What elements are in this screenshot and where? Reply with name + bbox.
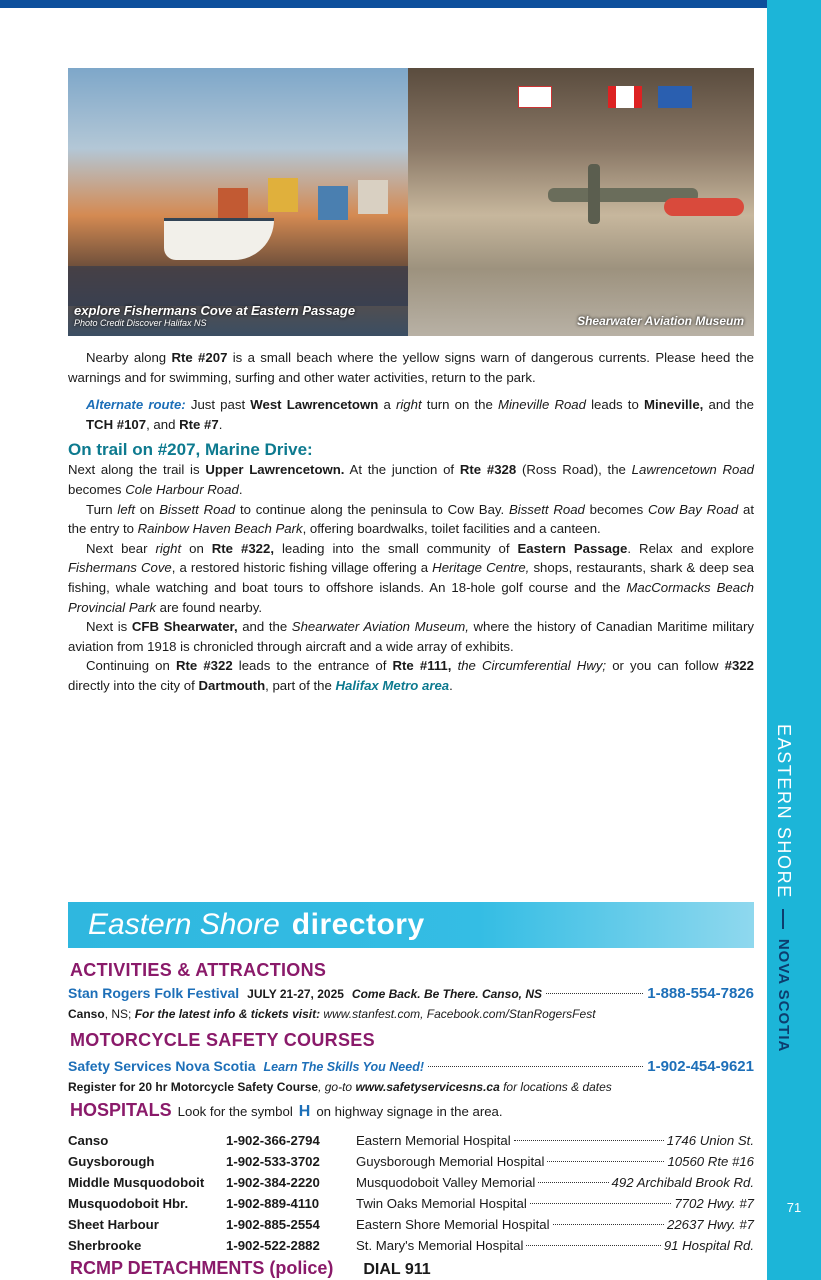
plane-shape	[588, 164, 600, 224]
sidebar-title	[773, 724, 794, 1052]
hospital-name: Eastern Memorial Hospital	[356, 1133, 511, 1148]
hospital-town: Guysborough	[68, 1154, 155, 1169]
hospital-town: Canso	[68, 1133, 109, 1148]
article-body	[68, 348, 754, 696]
hospital-address: 22637 Hwy. #7	[667, 1217, 754, 1232]
hospitals-note-a: Look for the symbol	[177, 1104, 293, 1119]
page-number-box	[767, 1180, 821, 1234]
paragraph: Turn left on Bissett Road to continue along the peninsula to Cow Bay. Bissett Road becomes Cow Bay Road at the entry to Rainbow Haven Beach Park, offering boardwalks, toilet facilities and a canteen.	[68, 501, 754, 537]
hospitals-header	[70, 1100, 503, 1121]
banner-bold-text: directory	[291, 908, 425, 941]
rcmp-section	[70, 1258, 431, 1279]
hospitals-heading: HOSPITALS	[70, 1100, 172, 1120]
table-row	[68, 1151, 754, 1172]
stanfest-links[interactable]: www.stanfest.com, Facebook.com/StanRogersFest	[320, 1007, 596, 1021]
hospital-phone[interactable]: 1-902-522-2882	[226, 1238, 320, 1253]
leader-dots	[428, 1066, 643, 1067]
leader-dots	[546, 993, 643, 994]
paragraph: Continuing on Rte #322 leads to the entrance of Rte #111, the Circumferential Hwy; or you can follow #322 directly into the city of Dartmouth, part of the Halifax Metro area.	[68, 658, 754, 693]
listing-phone[interactable]: 1-888-554-7826	[647, 985, 754, 1002]
house-shape	[318, 186, 348, 220]
listing-stan-rogers	[68, 984, 754, 1003]
hospital-town: Sherbrooke	[68, 1238, 142, 1253]
house-shape	[218, 188, 248, 222]
table-row	[68, 1235, 754, 1256]
sidebar-divider	[783, 909, 785, 929]
boat-shape	[164, 218, 274, 260]
paragraph: Nearby along Rte #207 is a small beach where the yellow signs warn of dangerous currents. Please heed the warnings and for swimming, surfing and other water activities, return to the park.	[68, 350, 754, 385]
banner-light-text: Eastern Shore	[88, 908, 280, 941]
listing-phone[interactable]: 1-902-454-9621	[647, 1058, 754, 1075]
trail-heading: On trail on #207, Marine Drive:	[68, 440, 313, 460]
table-row	[68, 1172, 754, 1193]
directory-banner	[68, 902, 754, 948]
hospital-phone[interactable]: 1-902-533-3702	[226, 1154, 320, 1169]
safety-services-link[interactable]: www.safetyservicesns.ca	[355, 1080, 500, 1094]
listing-dates: JULY 21-27, 2025	[247, 987, 344, 1001]
hospital-phone[interactable]: 1-902-885-2554	[226, 1217, 320, 1232]
photo-strip	[68, 68, 754, 336]
listing-tagline: Learn The Skills You Need!	[263, 1060, 425, 1074]
hospital-address: 7702 Hwy. #7	[674, 1196, 754, 1211]
listing-name: Safety Services Nova Scotia	[68, 1058, 256, 1074]
hospital-phone[interactable]: 1-902-384-2220	[226, 1175, 320, 1190]
listing-tagline: Come Back. Be There. Canso, NS	[351, 987, 542, 1001]
listing-name: Stan Rogers Folk Festival	[68, 985, 240, 1001]
pier-shape	[68, 266, 408, 306]
hospital-name: Eastern Shore Memorial Hospital	[356, 1217, 550, 1232]
left-photo-caption	[74, 303, 355, 328]
house-shape	[358, 180, 388, 214]
hospital-h-icon: H	[298, 1103, 311, 1120]
rcmp-heading: RCMP DETACHMENTS (police)	[70, 1258, 334, 1278]
hospital-address: 492 Archibald Brook Rd.	[611, 1175, 754, 1190]
top-bar	[0, 0, 767, 8]
hospital-name: Guysborough Memorial Hospital	[356, 1154, 545, 1169]
hospitals-note-b: on highway signage in the area.	[316, 1104, 503, 1119]
hospital-town: Middle Musquodoboit	[68, 1175, 205, 1190]
left-caption-text: explore Fishermans Cove at Eastern Passage	[74, 303, 356, 318]
flag-shape	[608, 86, 642, 108]
sidebar-province: NOVA SCOTIA	[775, 938, 792, 1053]
hospital-name: Twin Oaks Memorial Hospital	[356, 1196, 527, 1211]
hospital-phone[interactable]: 1-902-889-4110	[226, 1196, 320, 1211]
flag-shape	[518, 86, 552, 108]
left-photo-credit: Photo Credit Discover Halifax NS	[74, 318, 207, 328]
halifax-metro-link[interactable]: Halifax Metro area	[335, 677, 450, 693]
dial-911[interactable]: DIAL 911	[363, 1261, 431, 1278]
listing-details: Register for 20 hr Motorcycle Safety Course, go-to www.safetyservicesns.ca for locations & dates	[68, 1080, 612, 1094]
table-row	[68, 1130, 754, 1151]
paragraph: Next along the trail is Upper Lawrencetown. At the junction of Rte #328 (Ross Road), the Lawrencetown Road becomes Cole Harbour Road.	[68, 462, 754, 497]
fishermans-cove-photo	[68, 68, 408, 336]
table-row	[68, 1193, 754, 1214]
hospitals-table	[68, 1130, 754, 1256]
sidebar-tab	[767, 0, 821, 1280]
hospital-address: 91 Hospital Rd.	[663, 1238, 754, 1253]
aviation-museum-photo	[408, 68, 754, 336]
flag-shape	[658, 86, 692, 108]
hospital-name: St. Mary's Memorial Hospital	[356, 1238, 524, 1253]
hospital-town: Musquodoboit Hbr.	[68, 1196, 189, 1211]
listing-details: Canso, NS; For the latest info & tickets visit: www.stanfest.com, Facebook.com/StanRogersFest	[68, 1007, 596, 1021]
paragraph: Next is CFB Shearwater, and the Shearwater Aviation Museum, where the history of Canadian Maritime military aviation from 1918 is chronicled through aircraft and a wide array of exhibits.	[68, 619, 754, 654]
table-row	[68, 1214, 754, 1235]
hospital-phone[interactable]: 1-902-366-2794	[226, 1133, 320, 1148]
paragraph: Next bear right on Rte #322, leading into the small community of Eastern Passage. Relax and explore Fishermans Cove, a restored historic fishing village offering a Heritage Centre, shops, restaurants, shark & deep sea fishing, whale watching and boat tours to offshore islands. An 18-hole golf course and the MacCormacks Beach Provincial Park are found nearby.	[68, 540, 754, 615]
right-photo-caption: Shearwater Aviation Museum	[577, 314, 744, 328]
hospital-address: 10560 Rte #16	[667, 1154, 754, 1169]
activities-heading: ACTIVITIES & ATTRACTIONS	[70, 960, 327, 980]
alternate-route-paragraph: Alternate route: Just past West Lawrencetown a right turn on the Mineville Road leads to Mineville, and the TCH #107, and Rte #7.	[86, 397, 754, 432]
hospital-name: Musquodoboit Valley Memorial	[356, 1175, 536, 1190]
house-shape	[268, 178, 298, 212]
listing-safety-services	[68, 1057, 754, 1076]
sidebar-region: EASTERN SHORE	[774, 724, 794, 899]
page-number: 71	[786, 1199, 802, 1215]
motorcycle-heading: MOTORCYCLE SAFETY COURSES	[70, 1030, 375, 1050]
hospital-town: Sheet Harbour	[68, 1217, 159, 1232]
hospital-address: 1746 Union St.	[666, 1133, 754, 1148]
jet-shape	[664, 198, 744, 216]
